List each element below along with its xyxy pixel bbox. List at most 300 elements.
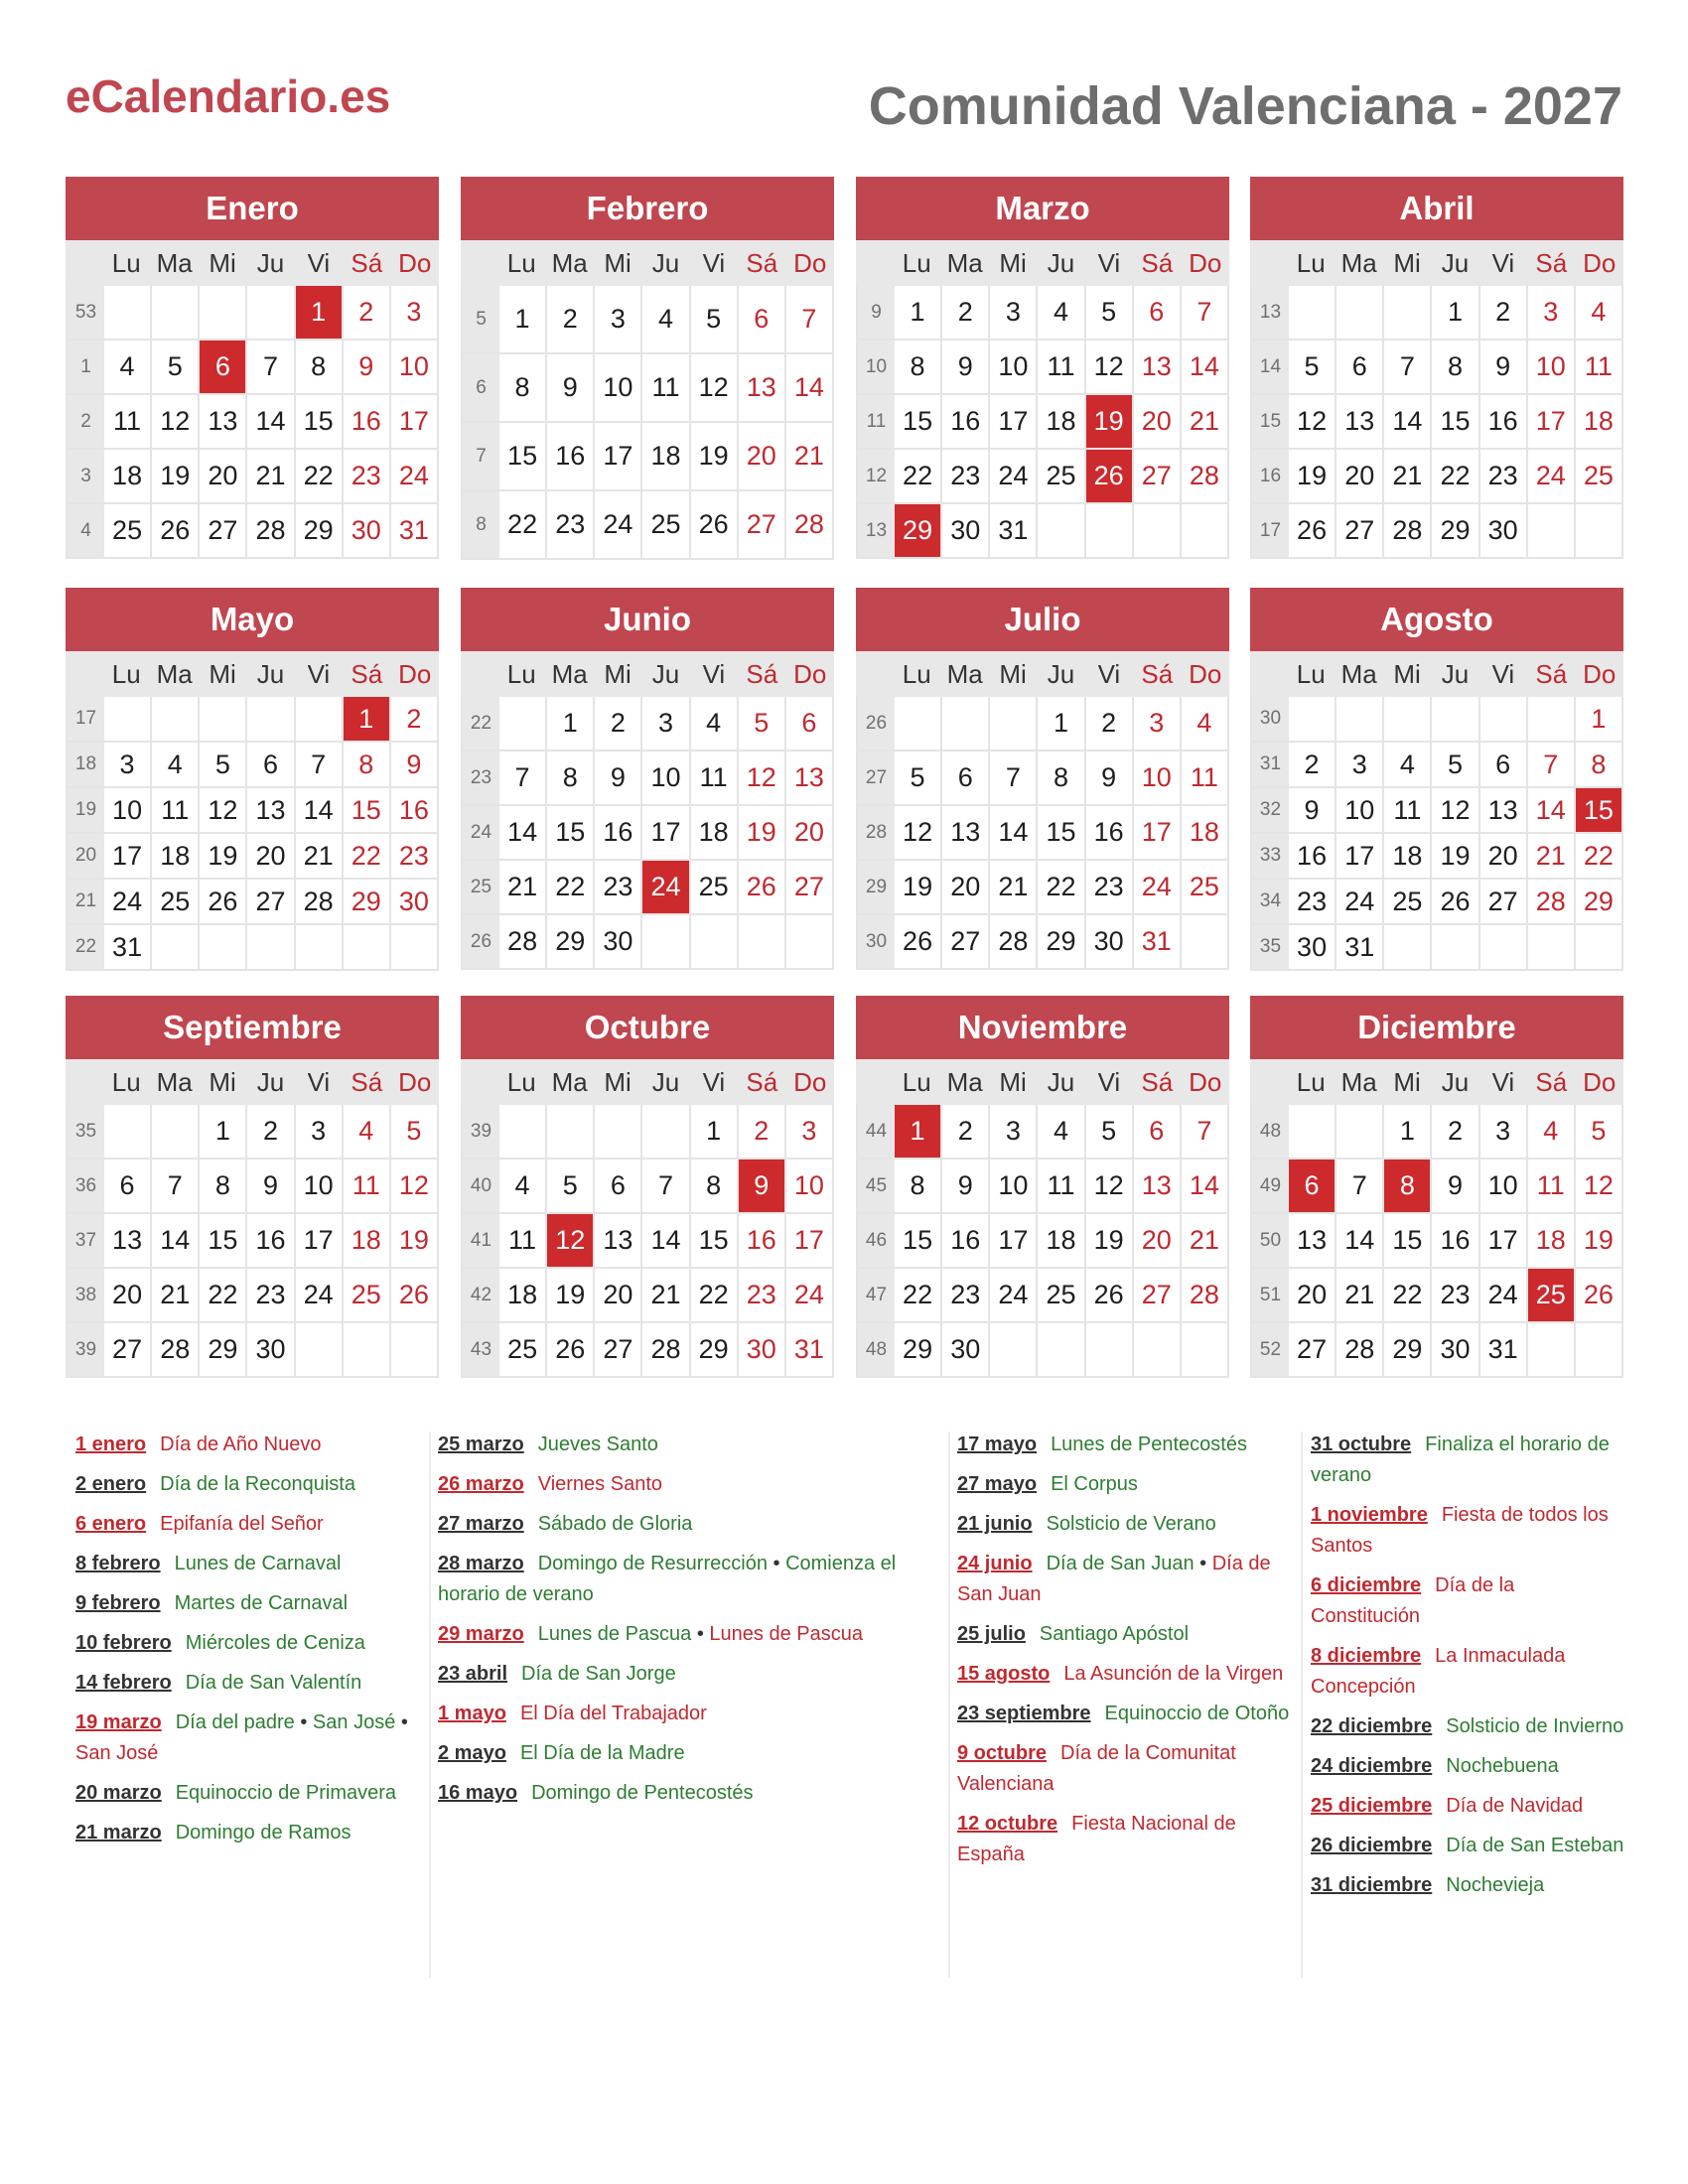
- day-cell[interactable]: 21: [786, 423, 834, 489]
- day-cell[interactable]: 27: [786, 861, 834, 913]
- day-cell[interactable]: 30: [247, 1323, 295, 1376]
- day-cell[interactable]: 5: [200, 743, 247, 786]
- event-date[interactable]: 1 noviembre: [1311, 1504, 1428, 1526]
- day-cell[interactable]: 3: [595, 286, 642, 352]
- day-cell[interactable]: 27: [1336, 504, 1384, 557]
- event-date[interactable]: 27 marzo: [438, 1513, 524, 1535]
- day-cell[interactable]: 1: [1432, 286, 1479, 339]
- day-cell[interactable]: 7: [990, 751, 1038, 804]
- day-cell[interactable]: 12: [1086, 341, 1134, 393]
- day-cell[interactable]: 21: [990, 861, 1038, 913]
- day-cell[interactable]: 18: [152, 834, 200, 878]
- event-date[interactable]: 2 enero: [75, 1473, 147, 1495]
- day-cell[interactable]: 3: [1480, 1105, 1528, 1158]
- event-date[interactable]: 25 marzo: [438, 1433, 524, 1455]
- day-cell[interactable]: 2: [942, 286, 990, 339]
- holiday-day-cell[interactable]: 1: [296, 286, 344, 339]
- day-cell[interactable]: 9: [344, 341, 391, 393]
- day-cell[interactable]: 25: [691, 861, 739, 913]
- day-cell[interactable]: 25: [1182, 861, 1229, 913]
- day-cell[interactable]: 4: [1384, 743, 1432, 786]
- day-cell[interactable]: 5: [1432, 743, 1479, 786]
- day-cell[interactable]: 4: [499, 1160, 547, 1212]
- day-cell[interactable]: 5: [1086, 1105, 1134, 1158]
- day-cell[interactable]: 25: [1384, 880, 1432, 923]
- day-cell[interactable]: 1: [200, 1105, 247, 1158]
- day-cell[interactable]: 5: [739, 697, 786, 750]
- day-cell[interactable]: 1: [547, 697, 595, 750]
- day-cell[interactable]: 18: [1384, 834, 1432, 878]
- day-cell[interactable]: 31: [391, 504, 439, 557]
- day-cell[interactable]: 12: [1086, 1160, 1134, 1212]
- day-cell[interactable]: 14: [1182, 341, 1229, 393]
- day-cell[interactable]: 30: [595, 915, 642, 968]
- day-cell[interactable]: 7: [499, 751, 547, 804]
- day-cell[interactable]: 23: [344, 450, 391, 502]
- day-cell[interactable]: 30: [1480, 504, 1528, 557]
- event-date[interactable]: 2 mayo: [438, 1742, 506, 1764]
- day-cell[interactable]: 10: [296, 1160, 344, 1212]
- day-cell[interactable]: 15: [895, 395, 942, 448]
- day-cell[interactable]: 10: [391, 341, 439, 393]
- day-cell[interactable]: 25: [642, 491, 690, 558]
- day-cell[interactable]: 4: [691, 697, 739, 750]
- day-cell[interactable]: 21: [1336, 1269, 1384, 1321]
- day-cell[interactable]: 20: [247, 834, 295, 878]
- day-cell[interactable]: 7: [247, 341, 295, 393]
- day-cell[interactable]: 31: [990, 504, 1038, 557]
- day-cell[interactable]: 6: [595, 1160, 642, 1212]
- day-cell[interactable]: 23: [739, 1269, 786, 1321]
- day-cell[interactable]: 29: [1038, 915, 1085, 968]
- day-cell[interactable]: 12: [391, 1160, 439, 1212]
- day-cell[interactable]: 24: [786, 1269, 834, 1321]
- day-cell[interactable]: 4: [1182, 697, 1229, 750]
- day-cell[interactable]: 20: [942, 861, 990, 913]
- day-cell[interactable]: 29: [691, 1323, 739, 1376]
- day-cell[interactable]: 7: [642, 1160, 690, 1212]
- day-cell[interactable]: 30: [739, 1323, 786, 1376]
- day-cell[interactable]: 8: [1038, 751, 1085, 804]
- event-date[interactable]: 14 febrero: [75, 1672, 172, 1694]
- day-cell[interactable]: 10: [990, 341, 1038, 393]
- day-cell[interactable]: 8: [1576, 743, 1623, 786]
- day-cell[interactable]: 2: [739, 1105, 786, 1158]
- day-cell[interactable]: 5: [895, 751, 942, 804]
- day-cell[interactable]: 19: [1289, 450, 1336, 502]
- day-cell[interactable]: 31: [104, 925, 152, 969]
- day-cell[interactable]: 25: [152, 880, 200, 923]
- day-cell[interactable]: 10: [1336, 788, 1384, 832]
- day-cell[interactable]: 15: [200, 1214, 247, 1267]
- day-cell[interactable]: 15: [296, 395, 344, 448]
- event-date[interactable]: 19 marzo: [75, 1711, 162, 1733]
- day-cell[interactable]: 8: [895, 1160, 942, 1212]
- day-cell[interactable]: 30: [1086, 915, 1134, 968]
- day-cell[interactable]: 23: [247, 1269, 295, 1321]
- day-cell[interactable]: 21: [152, 1269, 200, 1321]
- day-cell[interactable]: 17: [391, 395, 439, 448]
- day-cell[interactable]: 15: [499, 423, 547, 489]
- day-cell[interactable]: 3: [104, 743, 152, 786]
- day-cell[interactable]: 8: [344, 743, 391, 786]
- day-cell[interactable]: 10: [595, 354, 642, 421]
- day-cell[interactable]: 17: [1336, 834, 1384, 878]
- day-cell[interactable]: 22: [499, 491, 547, 558]
- day-cell[interactable]: 19: [200, 834, 247, 878]
- day-cell[interactable]: 6: [1134, 286, 1182, 339]
- day-cell[interactable]: 8: [200, 1160, 247, 1212]
- event-date[interactable]: 28 marzo: [438, 1553, 524, 1574]
- day-cell[interactable]: 22: [1432, 450, 1479, 502]
- day-cell[interactable]: 2: [1086, 697, 1134, 750]
- day-cell[interactable]: 1: [499, 286, 547, 352]
- day-cell[interactable]: 12: [1576, 1160, 1623, 1212]
- day-cell[interactable]: 18: [1038, 1214, 1085, 1267]
- day-cell[interactable]: 7: [296, 743, 344, 786]
- day-cell[interactable]: 26: [200, 880, 247, 923]
- event-date[interactable]: 1 mayo: [438, 1703, 506, 1724]
- event-date[interactable]: 25 diciembre: [1311, 1795, 1433, 1817]
- day-cell[interactable]: 4: [152, 743, 200, 786]
- day-cell[interactable]: 31: [786, 1323, 834, 1376]
- day-cell[interactable]: 19: [391, 1214, 439, 1267]
- day-cell[interactable]: 23: [942, 450, 990, 502]
- event-date[interactable]: 9 octubre: [957, 1742, 1048, 1764]
- day-cell[interactable]: 26: [152, 504, 200, 557]
- day-cell[interactable]: 15: [895, 1214, 942, 1267]
- day-cell[interactable]: 3: [1336, 743, 1384, 786]
- event-date[interactable]: 8 febrero: [75, 1553, 161, 1574]
- day-cell[interactable]: 29: [200, 1323, 247, 1376]
- day-cell[interactable]: 16: [595, 806, 642, 859]
- day-cell[interactable]: 16: [1289, 834, 1336, 878]
- day-cell[interactable]: 29: [547, 915, 595, 968]
- day-cell[interactable]: 16: [247, 1214, 295, 1267]
- holiday-day-cell[interactable]: 8: [1384, 1160, 1432, 1212]
- day-cell[interactable]: 25: [1038, 450, 1085, 502]
- day-cell[interactable]: 15: [547, 806, 595, 859]
- day-cell[interactable]: 2: [344, 286, 391, 339]
- day-cell[interactable]: 26: [391, 1269, 439, 1321]
- day-cell[interactable]: 17: [990, 395, 1038, 448]
- day-cell[interactable]: 3: [990, 286, 1038, 339]
- day-cell[interactable]: 11: [1576, 341, 1623, 393]
- day-cell[interactable]: 31: [1134, 915, 1182, 968]
- day-cell[interactable]: 20: [739, 423, 786, 489]
- holiday-day-cell[interactable]: 26: [1086, 450, 1134, 502]
- day-cell[interactable]: 12: [895, 806, 942, 859]
- day-cell[interactable]: 6: [942, 751, 990, 804]
- day-cell[interactable]: 11: [499, 1214, 547, 1267]
- day-cell[interactable]: 20: [200, 450, 247, 502]
- day-cell[interactable]: 11: [344, 1160, 391, 1212]
- event-date[interactable]: 31 diciembre: [1311, 1874, 1433, 1896]
- day-cell[interactable]: 16: [942, 395, 990, 448]
- day-cell[interactable]: 16: [391, 788, 439, 832]
- day-cell[interactable]: 13: [595, 1214, 642, 1267]
- day-cell[interactable]: 20: [1336, 450, 1384, 502]
- holiday-day-cell[interactable]: 1: [895, 1105, 942, 1158]
- day-cell[interactable]: 18: [1528, 1214, 1576, 1267]
- day-cell[interactable]: 24: [990, 450, 1038, 502]
- event-date[interactable]: 16 mayo: [438, 1782, 518, 1804]
- day-cell[interactable]: 16: [1432, 1214, 1479, 1267]
- day-cell[interactable]: 1: [1038, 697, 1085, 750]
- day-cell[interactable]: 13: [1480, 788, 1528, 832]
- day-cell[interactable]: 4: [1038, 286, 1085, 339]
- event-date[interactable]: 15 agosto: [957, 1663, 1051, 1685]
- day-cell[interactable]: 16: [739, 1214, 786, 1267]
- day-cell[interactable]: 23: [1432, 1269, 1479, 1321]
- day-cell[interactable]: 13: [942, 806, 990, 859]
- day-cell[interactable]: 11: [691, 751, 739, 804]
- day-cell[interactable]: 22: [547, 861, 595, 913]
- event-date[interactable]: 22 diciembre: [1311, 1715, 1433, 1737]
- day-cell[interactable]: 17: [642, 806, 690, 859]
- day-cell[interactable]: 27: [595, 1323, 642, 1376]
- day-cell[interactable]: 20: [104, 1269, 152, 1321]
- day-cell[interactable]: 17: [990, 1214, 1038, 1267]
- day-cell[interactable]: 3: [642, 697, 690, 750]
- day-cell[interactable]: 1: [691, 1105, 739, 1158]
- day-cell[interactable]: 22: [344, 834, 391, 878]
- day-cell[interactable]: 13: [104, 1214, 152, 1267]
- day-cell[interactable]: 18: [104, 450, 152, 502]
- day-cell[interactable]: 5: [1289, 341, 1336, 393]
- holiday-day-cell[interactable]: 6: [200, 341, 247, 393]
- day-cell[interactable]: 12: [1289, 395, 1336, 448]
- day-cell[interactable]: 12: [739, 751, 786, 804]
- day-cell[interactable]: 3: [990, 1105, 1038, 1158]
- day-cell[interactable]: 28: [247, 504, 295, 557]
- day-cell[interactable]: 28: [1528, 880, 1576, 923]
- day-cell[interactable]: 28: [1336, 1323, 1384, 1376]
- day-cell[interactable]: 13: [739, 354, 786, 421]
- day-cell[interactable]: 9: [942, 341, 990, 393]
- day-cell[interactable]: 8: [499, 354, 547, 421]
- day-cell[interactable]: 2: [247, 1105, 295, 1158]
- day-cell[interactable]: 24: [1336, 880, 1384, 923]
- day-cell[interactable]: 25: [104, 504, 152, 557]
- day-cell[interactable]: 2: [1289, 743, 1336, 786]
- day-cell[interactable]: 22: [691, 1269, 739, 1321]
- day-cell[interactable]: 25: [499, 1323, 547, 1376]
- day-cell[interactable]: 2: [595, 697, 642, 750]
- day-cell[interactable]: 26: [691, 491, 739, 558]
- day-cell[interactable]: 15: [691, 1214, 739, 1267]
- day-cell[interactable]: 8: [691, 1160, 739, 1212]
- day-cell[interactable]: 31: [1336, 925, 1384, 969]
- day-cell[interactable]: 5: [152, 341, 200, 393]
- day-cell[interactable]: 23: [1086, 861, 1134, 913]
- day-cell[interactable]: 31: [1480, 1323, 1528, 1376]
- day-cell[interactable]: 25: [1038, 1269, 1085, 1321]
- day-cell[interactable]: 17: [296, 1214, 344, 1267]
- day-cell[interactable]: 7: [1182, 286, 1229, 339]
- day-cell[interactable]: 1: [1384, 1105, 1432, 1158]
- event-date[interactable]: 9 febrero: [75, 1592, 161, 1614]
- day-cell[interactable]: 12: [152, 395, 200, 448]
- day-cell[interactable]: 28: [786, 491, 834, 558]
- day-cell[interactable]: 11: [1038, 1160, 1085, 1212]
- day-cell[interactable]: 12: [1432, 788, 1479, 832]
- day-cell[interactable]: 16: [547, 423, 595, 489]
- day-cell[interactable]: 7: [1336, 1160, 1384, 1212]
- day-cell[interactable]: 10: [1134, 751, 1182, 804]
- day-cell[interactable]: 27: [1134, 450, 1182, 502]
- day-cell[interactable]: 7: [1384, 341, 1432, 393]
- day-cell[interactable]: 6: [1480, 743, 1528, 786]
- event-date[interactable]: 20 marzo: [75, 1782, 162, 1804]
- holiday-day-cell[interactable]: 29: [895, 504, 942, 557]
- day-cell[interactable]: 11: [1528, 1160, 1576, 1212]
- day-cell[interactable]: 29: [296, 504, 344, 557]
- day-cell[interactable]: 19: [895, 861, 942, 913]
- day-cell[interactable]: 7: [1528, 743, 1576, 786]
- day-cell[interactable]: 23: [1480, 450, 1528, 502]
- day-cell[interactable]: 17: [104, 834, 152, 878]
- day-cell[interactable]: 10: [1528, 341, 1576, 393]
- event-date[interactable]: 26 marzo: [438, 1473, 524, 1495]
- day-cell[interactable]: 30: [391, 880, 439, 923]
- day-cell[interactable]: 26: [739, 861, 786, 913]
- event-date[interactable]: 21 marzo: [75, 1822, 162, 1843]
- day-cell[interactable]: 11: [1038, 341, 1085, 393]
- day-cell[interactable]: 23: [391, 834, 439, 878]
- day-cell[interactable]: 16: [344, 395, 391, 448]
- event-date[interactable]: 8 diciembre: [1311, 1645, 1422, 1667]
- day-cell[interactable]: 7: [786, 286, 834, 352]
- day-cell[interactable]: 18: [1182, 806, 1229, 859]
- day-cell[interactable]: 5: [1086, 286, 1134, 339]
- day-cell[interactable]: 8: [1432, 341, 1479, 393]
- day-cell[interactable]: 16: [1086, 806, 1134, 859]
- day-cell[interactable]: 18: [1038, 395, 1085, 448]
- event-date[interactable]: 23 abril: [438, 1663, 508, 1685]
- day-cell[interactable]: 2: [942, 1105, 990, 1158]
- day-cell[interactable]: 14: [247, 395, 295, 448]
- day-cell[interactable]: 9: [1432, 1160, 1479, 1212]
- day-cell[interactable]: 14: [990, 806, 1038, 859]
- day-cell[interactable]: 7: [1182, 1105, 1229, 1158]
- day-cell[interactable]: 24: [1134, 861, 1182, 913]
- day-cell[interactable]: 18: [499, 1269, 547, 1321]
- holiday-day-cell[interactable]: 1: [344, 697, 391, 741]
- day-cell[interactable]: 27: [104, 1323, 152, 1376]
- day-cell[interactable]: 5: [691, 286, 739, 352]
- day-cell[interactable]: 27: [1134, 1269, 1182, 1321]
- day-cell[interactable]: 24: [391, 450, 439, 502]
- day-cell[interactable]: 13: [1134, 1160, 1182, 1212]
- day-cell[interactable]: 23: [595, 861, 642, 913]
- day-cell[interactable]: 19: [691, 423, 739, 489]
- day-cell[interactable]: 11: [152, 788, 200, 832]
- day-cell[interactable]: 6: [786, 697, 834, 750]
- day-cell[interactable]: 1: [1576, 697, 1623, 741]
- day-cell[interactable]: 23: [942, 1269, 990, 1321]
- day-cell[interactable]: 17: [1528, 395, 1576, 448]
- day-cell[interactable]: 1: [895, 286, 942, 339]
- day-cell[interactable]: 19: [1086, 1214, 1134, 1267]
- day-cell[interactable]: 26: [1432, 880, 1479, 923]
- day-cell[interactable]: 20: [786, 806, 834, 859]
- day-cell[interactable]: 19: [152, 450, 200, 502]
- event-date[interactable]: 10 febrero: [75, 1632, 172, 1654]
- day-cell[interactable]: 24: [1528, 450, 1576, 502]
- day-cell[interactable]: 20: [1134, 395, 1182, 448]
- day-cell[interactable]: 3: [1528, 286, 1576, 339]
- day-cell[interactable]: 29: [1576, 880, 1623, 923]
- day-cell[interactable]: 3: [391, 286, 439, 339]
- day-cell[interactable]: 2: [391, 697, 439, 741]
- day-cell[interactable]: 6: [247, 743, 295, 786]
- event-date[interactable]: 27 mayo: [957, 1473, 1038, 1495]
- event-date[interactable]: 21 junio: [957, 1513, 1033, 1535]
- day-cell[interactable]: 5: [547, 1160, 595, 1212]
- day-cell[interactable]: 17: [786, 1214, 834, 1267]
- day-cell[interactable]: 20: [1134, 1214, 1182, 1267]
- day-cell[interactable]: 15: [1432, 395, 1479, 448]
- day-cell[interactable]: 9: [247, 1160, 295, 1212]
- day-cell[interactable]: 4: [104, 341, 152, 393]
- day-cell[interactable]: 21: [1528, 834, 1576, 878]
- day-cell[interactable]: 6: [104, 1160, 152, 1212]
- day-cell[interactable]: 21: [1384, 450, 1432, 502]
- day-cell[interactable]: 21: [642, 1269, 690, 1321]
- day-cell[interactable]: 28: [296, 880, 344, 923]
- day-cell[interactable]: 10: [104, 788, 152, 832]
- day-cell[interactable]: 29: [1432, 504, 1479, 557]
- day-cell[interactable]: 9: [1086, 751, 1134, 804]
- day-cell[interactable]: 16: [942, 1214, 990, 1267]
- day-cell[interactable]: 5: [391, 1105, 439, 1158]
- day-cell[interactable]: 22: [1038, 861, 1085, 913]
- day-cell[interactable]: 10: [990, 1160, 1038, 1212]
- day-cell[interactable]: 27: [200, 504, 247, 557]
- day-cell[interactable]: 9: [595, 751, 642, 804]
- day-cell[interactable]: 4: [642, 286, 690, 352]
- day-cell[interactable]: 9: [942, 1160, 990, 1212]
- day-cell[interactable]: 6: [1336, 341, 1384, 393]
- day-cell[interactable]: 21: [296, 834, 344, 878]
- holiday-day-cell[interactable]: 25: [1528, 1269, 1576, 1321]
- day-cell[interactable]: 14: [1528, 788, 1576, 832]
- event-date[interactable]: 26 diciembre: [1311, 1835, 1433, 1856]
- day-cell[interactable]: 19: [1576, 1214, 1623, 1267]
- holiday-day-cell[interactable]: 24: [642, 861, 690, 913]
- day-cell[interactable]: 12: [691, 354, 739, 421]
- holiday-day-cell[interactable]: 19: [1086, 395, 1134, 448]
- day-cell[interactable]: 18: [691, 806, 739, 859]
- day-cell[interactable]: 3: [786, 1105, 834, 1158]
- event-date[interactable]: 1 enero: [75, 1433, 147, 1455]
- day-cell[interactable]: 26: [547, 1323, 595, 1376]
- day-cell[interactable]: 28: [152, 1323, 200, 1376]
- day-cell[interactable]: 28: [642, 1323, 690, 1376]
- day-cell[interactable]: 3: [296, 1105, 344, 1158]
- day-cell[interactable]: 2: [1480, 286, 1528, 339]
- day-cell[interactable]: 17: [1480, 1214, 1528, 1267]
- day-cell[interactable]: 21: [1182, 1214, 1229, 1267]
- day-cell[interactable]: 18: [344, 1214, 391, 1267]
- day-cell[interactable]: 9: [547, 354, 595, 421]
- holiday-day-cell[interactable]: 12: [547, 1214, 595, 1267]
- day-cell[interactable]: 19: [1432, 834, 1479, 878]
- day-cell[interactable]: 28: [1182, 450, 1229, 502]
- day-cell[interactable]: 23: [547, 491, 595, 558]
- day-cell[interactable]: 29: [895, 1323, 942, 1376]
